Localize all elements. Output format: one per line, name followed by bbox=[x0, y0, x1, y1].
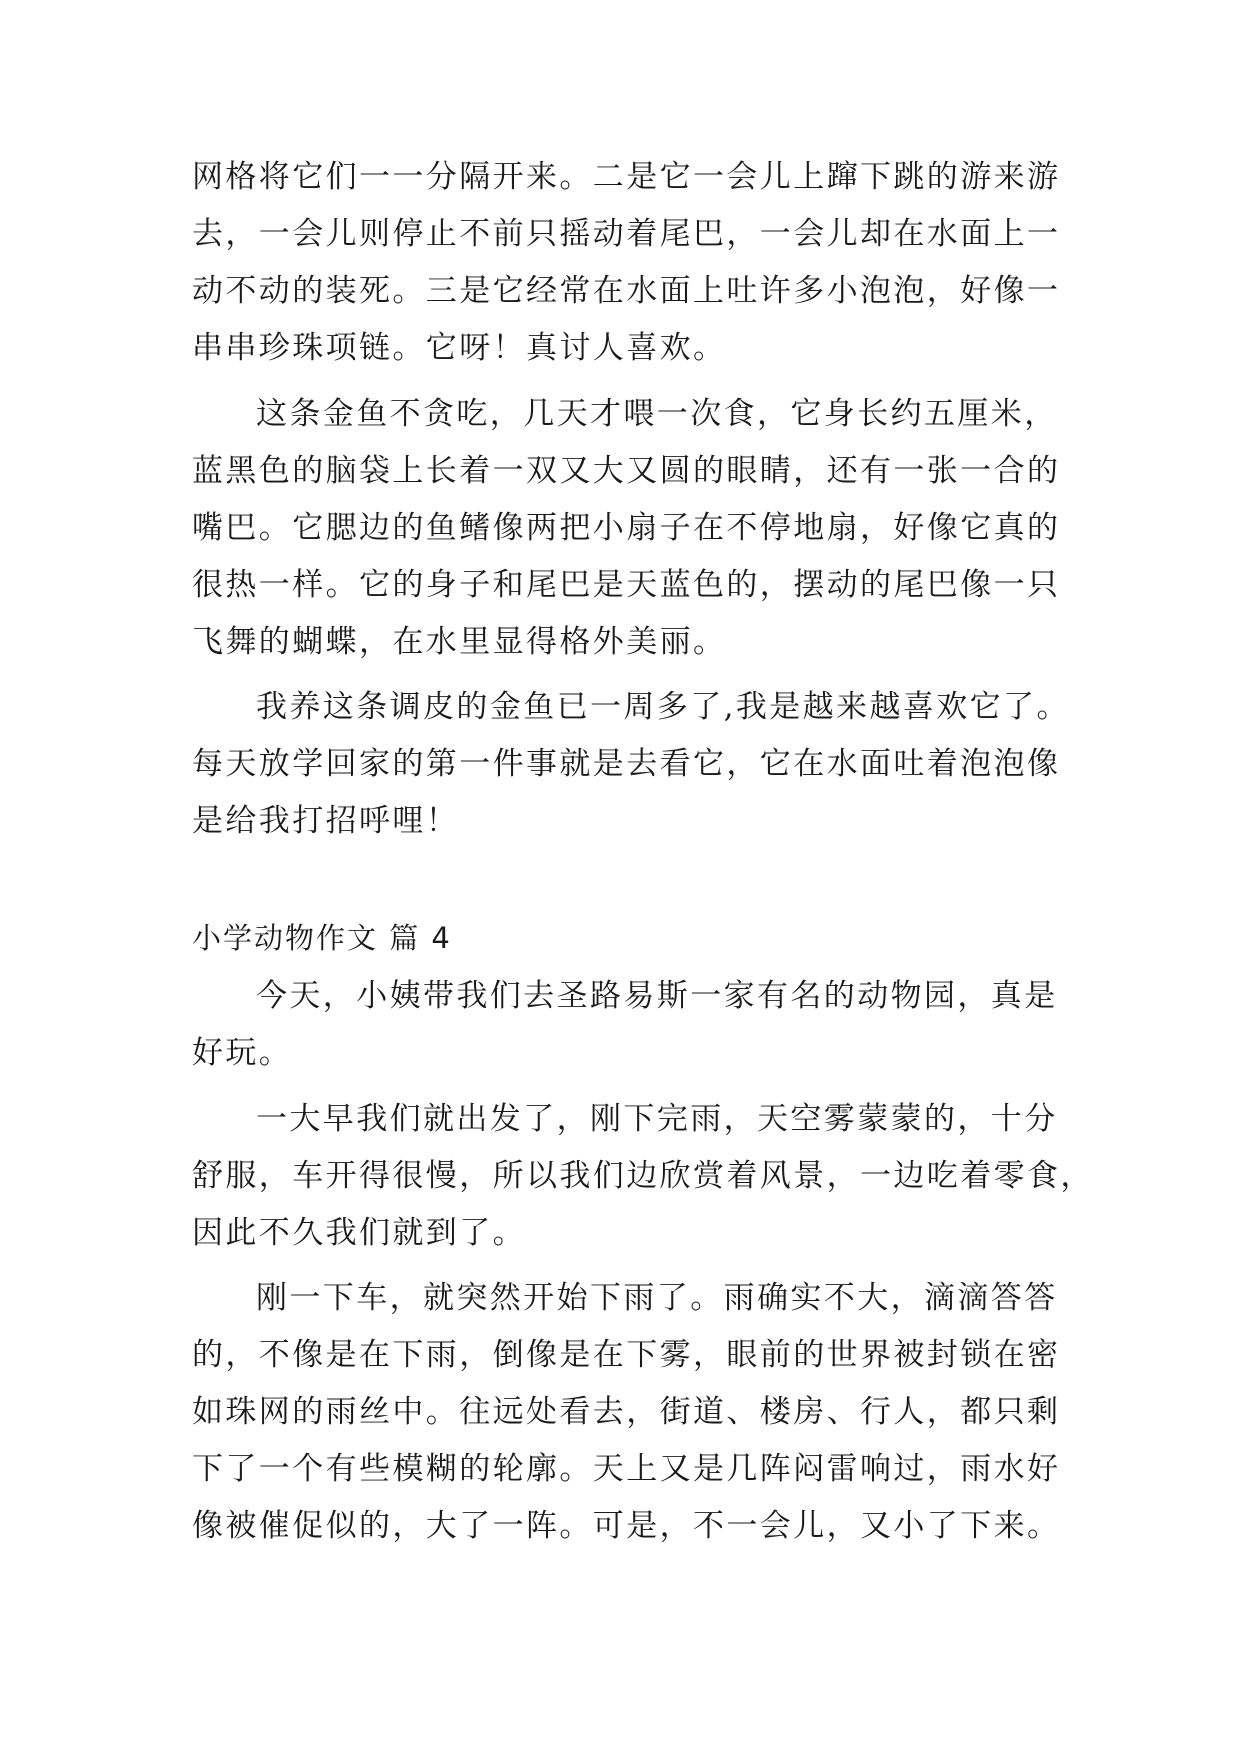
text-line: 网格将它们一一分隔开来。二是它一会儿上蹿下跳的游来游 bbox=[192, 159, 1061, 195]
text-line: 串串珍珠项链。它呀！真讨人喜欢。 bbox=[192, 330, 727, 366]
text-line: 今天，小姨带我们去圣路易斯一家有名的动物园，真是 bbox=[256, 978, 1058, 1014]
text-line: 飞舞的蝴蝶，在水里显得格外美丽。 bbox=[192, 624, 727, 660]
section-heading: 小学动物作文 篇 4 bbox=[192, 921, 452, 955]
text-line: 下了一个有些模糊的轮廓。天上又是几阵闷雷响过，雨水好 bbox=[192, 1451, 1061, 1487]
text-line: 很热一样。它的身子和尾巴是天蓝色的，摆动的尾巴像一只 bbox=[192, 567, 1061, 603]
text-line: 好玩。 bbox=[192, 1035, 293, 1071]
text-line: 刚一下车，就突然开始下雨了。雨确实不大，滴滴答答 bbox=[256, 1280, 1058, 1316]
text-line: 一大早我们就出发了，刚下完雨，天空雾蒙蒙的，十分 bbox=[256, 1101, 1058, 1137]
text-line: 蓝黑色的脑袋上长着一双又大又圆的眼睛，还有一张一合的 bbox=[192, 453, 1061, 489]
text-line: 每天放学回家的第一件事就是去看它，它在水面吐着泡泡像 bbox=[192, 746, 1061, 782]
text-line: 舒服，车开得很慢，所以我们边欣赏着风景，一边吃着零食， bbox=[192, 1158, 1094, 1194]
text-line: 如珠网的雨丝中。往远处看去，街道、楼房、行人，都只剩 bbox=[192, 1394, 1061, 1430]
text-line: 嘴巴。它腮边的鱼鳍像两把小扇子在不停地扇，好像它真的 bbox=[192, 510, 1061, 546]
text-line: 我养这条调皮的金鱼已一周多了,我是越来越喜欢它了。 bbox=[256, 689, 1070, 725]
text-line: 因此不久我们就到了。 bbox=[192, 1215, 526, 1251]
text-line: 动不动的装死。三是它经常在水面上吐许多小泡泡，好像一 bbox=[192, 273, 1061, 309]
text-line: 是给我打招呼哩！ bbox=[192, 803, 460, 839]
text-line: 去，一会儿则停止不前只摇动着尾巴，一会儿却在水面上一 bbox=[192, 216, 1061, 252]
text-line: 这条金鱼不贪吃，几天才喂一次食，它身长约五厘米， bbox=[256, 396, 1058, 432]
text-line: 的，不像是在下雨，倒像是在下雾，眼前的世界被封锁在密 bbox=[192, 1337, 1061, 1373]
text-line: 像被催促似的，大了一阵。可是，不一会儿，又小了下来。 bbox=[192, 1508, 1061, 1544]
